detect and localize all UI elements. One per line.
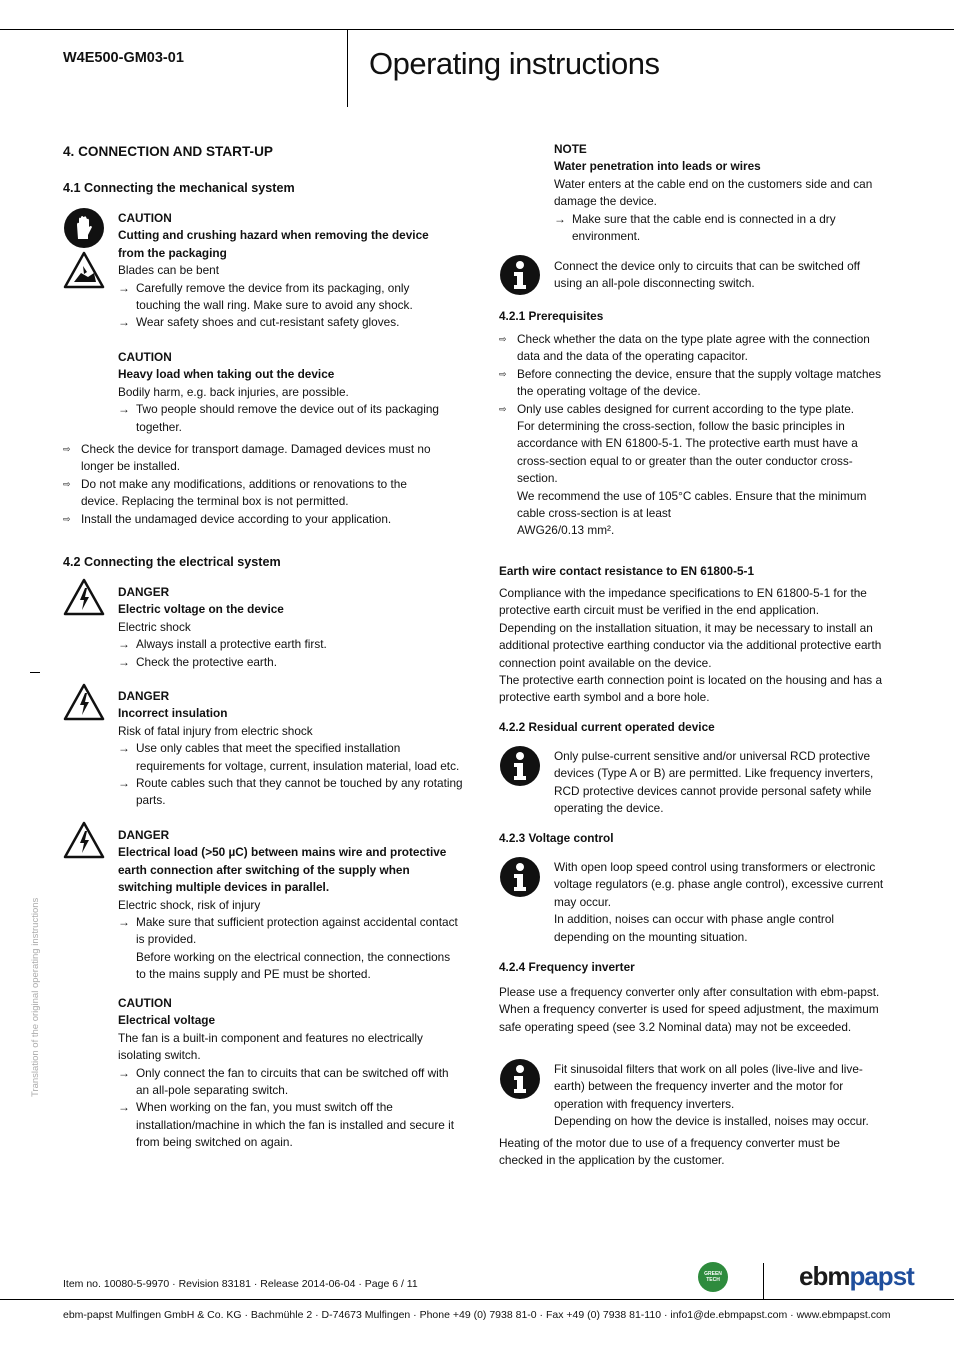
info-icon xyxy=(499,254,541,296)
bullet-item: ⇨ Only use cables designed for current according to the type plate. xyxy=(499,401,889,418)
gloves-icon xyxy=(63,207,105,249)
action-item: → Wear safety shoes and cut-resistant safety gloves. xyxy=(118,314,443,331)
note-block xyxy=(554,141,884,245)
rcd-info xyxy=(554,748,884,818)
info-text: In addition, noises can occur with phase angle control depending on the mounting situation. xyxy=(554,912,835,944)
paragraph: The protective earth connection point is located on the housing and has a protective earth symbol and a bore hole. xyxy=(499,673,883,705)
danger-title: Electric voltage on the device xyxy=(118,602,284,617)
note-title: Water penetration into leads or wires xyxy=(554,159,761,174)
caution-desc: The fan is a built-in component and features no electrically isolating switch. xyxy=(118,1030,423,1063)
danger-desc: Electric shock xyxy=(118,619,191,634)
info-text: With open loop speed control using transformers or electronic voltage regulators (e.g. phase angle control), excessive current may occur. xyxy=(554,860,884,909)
header-top-rule xyxy=(0,29,954,30)
earth-title: Earth wire contact resistance to EN 61800-5-1 xyxy=(499,564,755,578)
caution-block-1 xyxy=(118,210,443,332)
high-voltage-icon xyxy=(63,821,105,859)
danger-label: DANGER xyxy=(118,828,170,842)
mech-bullets xyxy=(63,441,443,528)
caution-desc: Blades can be bent xyxy=(118,263,220,278)
info-text-1 xyxy=(554,258,884,293)
fold-mark xyxy=(30,672,40,673)
header-divider xyxy=(347,29,348,107)
green-tech-text: GREEN TECH xyxy=(704,1271,722,1283)
earth-text xyxy=(499,585,889,707)
bullet-item: ⇨ Do not make any modifications, additions or renovations to the device. Replacing the terminal box is not permitted. xyxy=(63,476,443,511)
green-tech-logo xyxy=(698,1262,728,1292)
paragraph: Please use a frequency converter only after consultation with ebm-papst. When a frequency converter is used for speed adjustment, the maximum safe operating speed (see 3.2 Nominal data) may not be exceeded. xyxy=(499,985,880,1034)
caution-title: Electrical voltage xyxy=(118,1013,216,1028)
bullet-continued: We recommend the use of 105°C cables. Ensure that the minimum cable cross-section is at least xyxy=(517,488,867,521)
bullet-item: ⇨ Before connecting the device, ensure that the supply voltage matches the operating voltage of the device. xyxy=(499,366,889,401)
info-text: Only pulse-current sensitive and/or universal RCD protective devices (Type A or B) are permitted. Like frequency inverters, RCD protective devices cannot provide personal safety while operating the device. xyxy=(554,749,874,816)
high-voltage-icon xyxy=(63,683,105,721)
caution-label: CAUTION xyxy=(118,996,172,1010)
danger-label: DANGER xyxy=(118,689,170,703)
danger-label: DANGER xyxy=(118,585,170,599)
danger-block-2 xyxy=(118,688,464,810)
footer-address: ebm-papst Mulfingen GmbH & Co. KG · Bachmühle 2 · D-74673 Mulfingen · Phone +49 (0) 7938 81-0 · Fax +49 (0) 7938 81-110 · info1@de.ebmpapst.com · www.ebmpapst.com xyxy=(63,1309,891,1321)
freq-text-1 xyxy=(499,984,884,1036)
footer-divider xyxy=(763,1263,764,1299)
caution-title: Heavy load when taking out the device xyxy=(118,367,335,382)
section-title: 4. CONNECTION AND START-UP xyxy=(63,144,273,159)
footer-rule xyxy=(0,1299,954,1300)
bullet-continued: AWG26/0.13 mm². xyxy=(517,523,615,538)
action-item-continued: Before working on the electrical connection, the connections to the mains supply and PE must be shorted. xyxy=(136,949,451,982)
danger-block-1 xyxy=(118,584,458,671)
action-item: → Check the protective earth. xyxy=(118,654,458,671)
action-item: → Make sure that sufficient protection against accidental contact is provided. xyxy=(118,914,462,949)
voltage-info xyxy=(554,859,890,946)
bullet-continued: For determining the cross-section, follow the basic principles in accordance with EN 61800-5-1. The protective earth must have a cross-section equal to or greater than the outer conductor cross-section. xyxy=(517,419,858,486)
rcd-title: 4.2.2 Residual current operated device xyxy=(499,720,715,734)
crush-hazard-icon xyxy=(63,251,105,289)
action-item: → Make sure that the cable end is connected in a dry environment. xyxy=(554,211,884,246)
info-text: Connect the device only to circuits that can be switched off using an all-pole disconnecting switch. xyxy=(554,259,861,291)
info-icon xyxy=(499,1058,541,1100)
caution-block-2 xyxy=(118,349,453,436)
item-line: Item no. 10080-5-9970 · Revision 83181 · Release 2014-06-04 · Page 6 / 11 xyxy=(63,1278,418,1290)
info-icon xyxy=(499,745,541,787)
brand-papst: papst xyxy=(849,1261,914,1291)
freq-title: 4.2.4 Frequency inverter xyxy=(499,960,635,974)
mech-title: 4.1 Connecting the mechanical system xyxy=(63,181,295,195)
product-code: W4E500-GM03-01 xyxy=(63,50,184,66)
action-item: → Only connect the fan to circuits that can be switched off with an all-pole separating switch. xyxy=(118,1065,458,1100)
action-item: → Route cables such that they cannot be touched by any rotating parts. xyxy=(118,775,464,810)
caution-label: CAUTION xyxy=(118,350,172,364)
caution-desc: Bodily harm, e.g. back injuries, are possible. xyxy=(118,384,349,399)
action-item: → Carefully remove the device from its packaging, only touching the wall ring. Make sure to avoid any shock. xyxy=(118,280,443,315)
bullet-item: ⇨ Install the undamaged device according to your application. xyxy=(63,511,443,528)
prereq-bullets xyxy=(499,331,889,540)
action-item: → Always install a protective earth first. xyxy=(118,636,458,653)
action-item: → When working on the fan, you must switch off the installation/machine in which the fan is installed and secure it from being switched on again. xyxy=(118,1099,458,1151)
elec-title: 4.2 Connecting the electrical system xyxy=(63,555,281,569)
danger-desc: Risk of fatal injury from electric shock xyxy=(118,723,313,738)
caution-block-3 xyxy=(118,995,458,1152)
info-text: Fit sinusoidal filters that work on all poles (live-live and live-earth) between the frequency inverter and the motor for operation with frequency inverters. xyxy=(554,1062,863,1111)
danger-block-3 xyxy=(118,827,462,984)
danger-title: Incorrect insulation xyxy=(118,706,228,721)
note-label: NOTE xyxy=(554,142,587,156)
voltage-title: 4.2.3 Voltage control xyxy=(499,831,614,845)
high-voltage-icon xyxy=(63,578,105,616)
caution-label: CAUTION xyxy=(118,211,172,225)
bullet-item: ⇨ Check the device for transport damage. Damaged devices must no longer be installed. xyxy=(63,441,443,476)
ebmpapst-logo xyxy=(799,1260,914,1292)
prereq-title: 4.2.1 Prerequisites xyxy=(499,309,604,323)
caution-title: Cutting and crushing hazard when removing the device from the packaging xyxy=(118,228,429,260)
danger-title: Electrical load (>50 µC) between mains wire and protective earth connection after switching of the supply when switching multiple devices in parallel. xyxy=(118,845,447,895)
info-icon xyxy=(499,856,541,898)
brand-ebm: ebm xyxy=(799,1261,850,1291)
bullet-item: ⇨ Check whether the data on the type plate agree with the connection data and the data of the operating capacitor. xyxy=(499,331,889,366)
info-text: Depending on how the device is installed, noises may occur. xyxy=(554,1114,869,1129)
note-desc: Water enters at the cable end on the customers side and can damage the device. xyxy=(554,176,873,209)
freq-info xyxy=(554,1061,879,1131)
paragraph: Depending on the installation situation, it may be necessary to install an additional protective earthing conductor via the additional protective earth connection point available on the device. xyxy=(499,620,882,670)
page-title: Operating instructions xyxy=(369,46,660,81)
action-item: → Use only cables that meet the specified installation requirements for voltage, current, insulation material, load etc. xyxy=(118,740,464,775)
side-note: Translation of the original operating instructions xyxy=(30,897,41,1097)
paragraph: Compliance with the impedance specifications to EN 61800-5-1 for the protective earth circuit must be verified in the end application. xyxy=(499,586,867,618)
paragraph: Heating of the motor due to use of a frequency converter must be checked in the application by the customer. xyxy=(499,1136,840,1168)
danger-desc: Electric shock, risk of injury xyxy=(118,897,261,912)
action-item: → Two people should remove the device out of its packaging together. xyxy=(118,401,453,436)
freq-text-2 xyxy=(499,1135,879,1170)
